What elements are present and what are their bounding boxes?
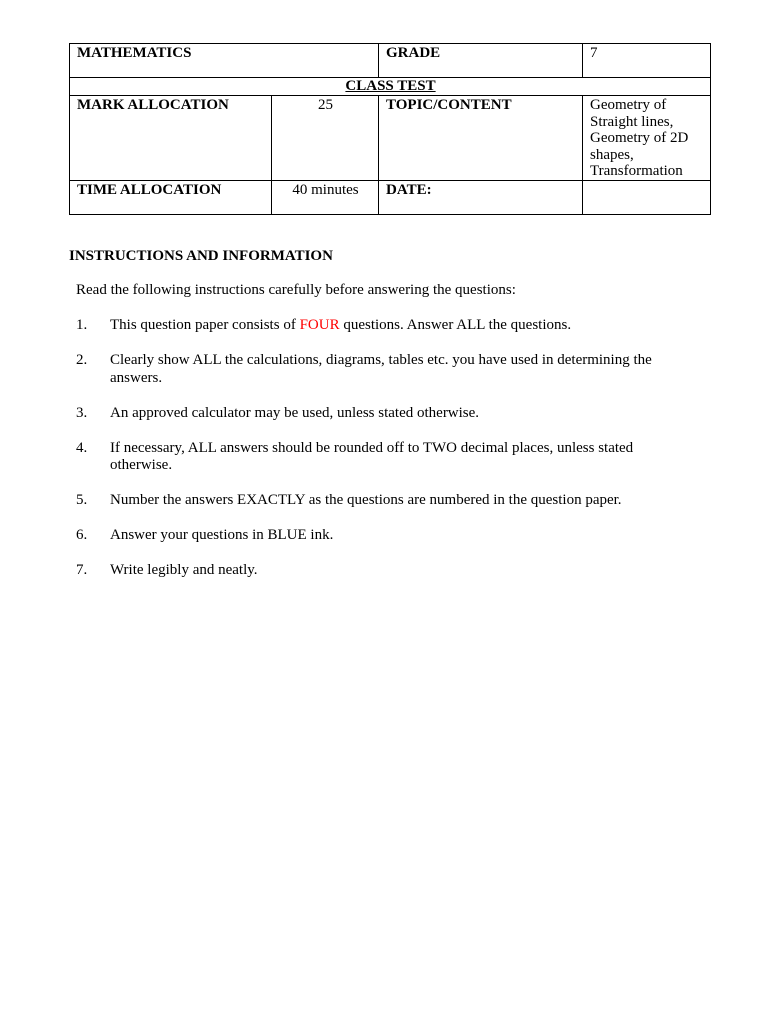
mark-allocation-label: MARK ALLOCATION xyxy=(70,96,272,181)
topic-line: Geometry of 2D xyxy=(590,130,689,147)
time-allocation-value: 40 minutes xyxy=(272,181,379,215)
instruction-text: Answer your questions in BLUE ink. xyxy=(110,527,334,543)
topic-line: Geometry of xyxy=(590,97,667,113)
instruction-number: 7. xyxy=(76,562,88,578)
instruction-item xyxy=(76,527,686,545)
topic-line: Transformation xyxy=(590,163,683,180)
instruction-item xyxy=(76,562,686,580)
instruction-item xyxy=(76,405,686,423)
instruction-number: 1. xyxy=(76,317,88,333)
topic-line: shapes, xyxy=(590,146,634,163)
mark-allocation-value: 25 xyxy=(272,96,379,181)
instruction-text xyxy=(110,317,571,333)
class-test-cell xyxy=(70,78,711,96)
instruction-number: 4. xyxy=(76,439,88,456)
time-allocation-label: TIME ALLOCATION xyxy=(70,181,272,215)
instruction-text-part: This question paper consists of xyxy=(110,317,300,333)
instruction-item xyxy=(76,352,686,387)
instruction-text: Number the answers EXACTLY as the questions are numbered in the question paper. xyxy=(110,492,622,508)
instructions-list xyxy=(76,317,686,597)
date-label: DATE: xyxy=(379,181,583,215)
grade-value: 7 xyxy=(583,44,711,78)
test-header-table xyxy=(69,43,711,215)
instruction-item xyxy=(76,317,686,335)
instructions-intro: Read the following instructions carefully before answering the questions: xyxy=(76,282,516,298)
instruction-number: 3. xyxy=(76,404,88,421)
instruction-highlight: FOUR xyxy=(299,317,340,333)
instruction-item xyxy=(76,492,686,510)
topic-content-value xyxy=(583,96,711,181)
instruction-text: Clearly show ALL the calculations, diagrams, tables etc. you have used in determining the answers. xyxy=(110,352,652,386)
topic-line: Straight lines, xyxy=(590,113,674,130)
instruction-text: If necessary, ALL answers should be rounded off to TWO decimal places, unless stated otherwise. xyxy=(110,439,634,473)
grade-label: GRADE xyxy=(379,44,583,78)
topic-content-label: TOPIC/CONTENT xyxy=(379,96,583,181)
instruction-item xyxy=(76,440,686,475)
instruction-number: 2. xyxy=(76,352,88,368)
instruction-text: An approved calculator may be used, unless stated otherwise. xyxy=(110,404,480,421)
instruction-text-part: questions. Answer ALL the questions. xyxy=(339,317,572,333)
subject-label: MATHEMATICS xyxy=(70,44,379,78)
class-test-title: CLASS TEST xyxy=(345,78,436,94)
instruction-number: 5. xyxy=(76,492,88,508)
instruction-number: 6. xyxy=(76,527,88,543)
instruction-text: Write legibly and neatly. xyxy=(110,562,258,578)
instructions-heading: INSTRUCTIONS AND INFORMATION xyxy=(69,248,333,264)
date-value xyxy=(583,181,711,215)
